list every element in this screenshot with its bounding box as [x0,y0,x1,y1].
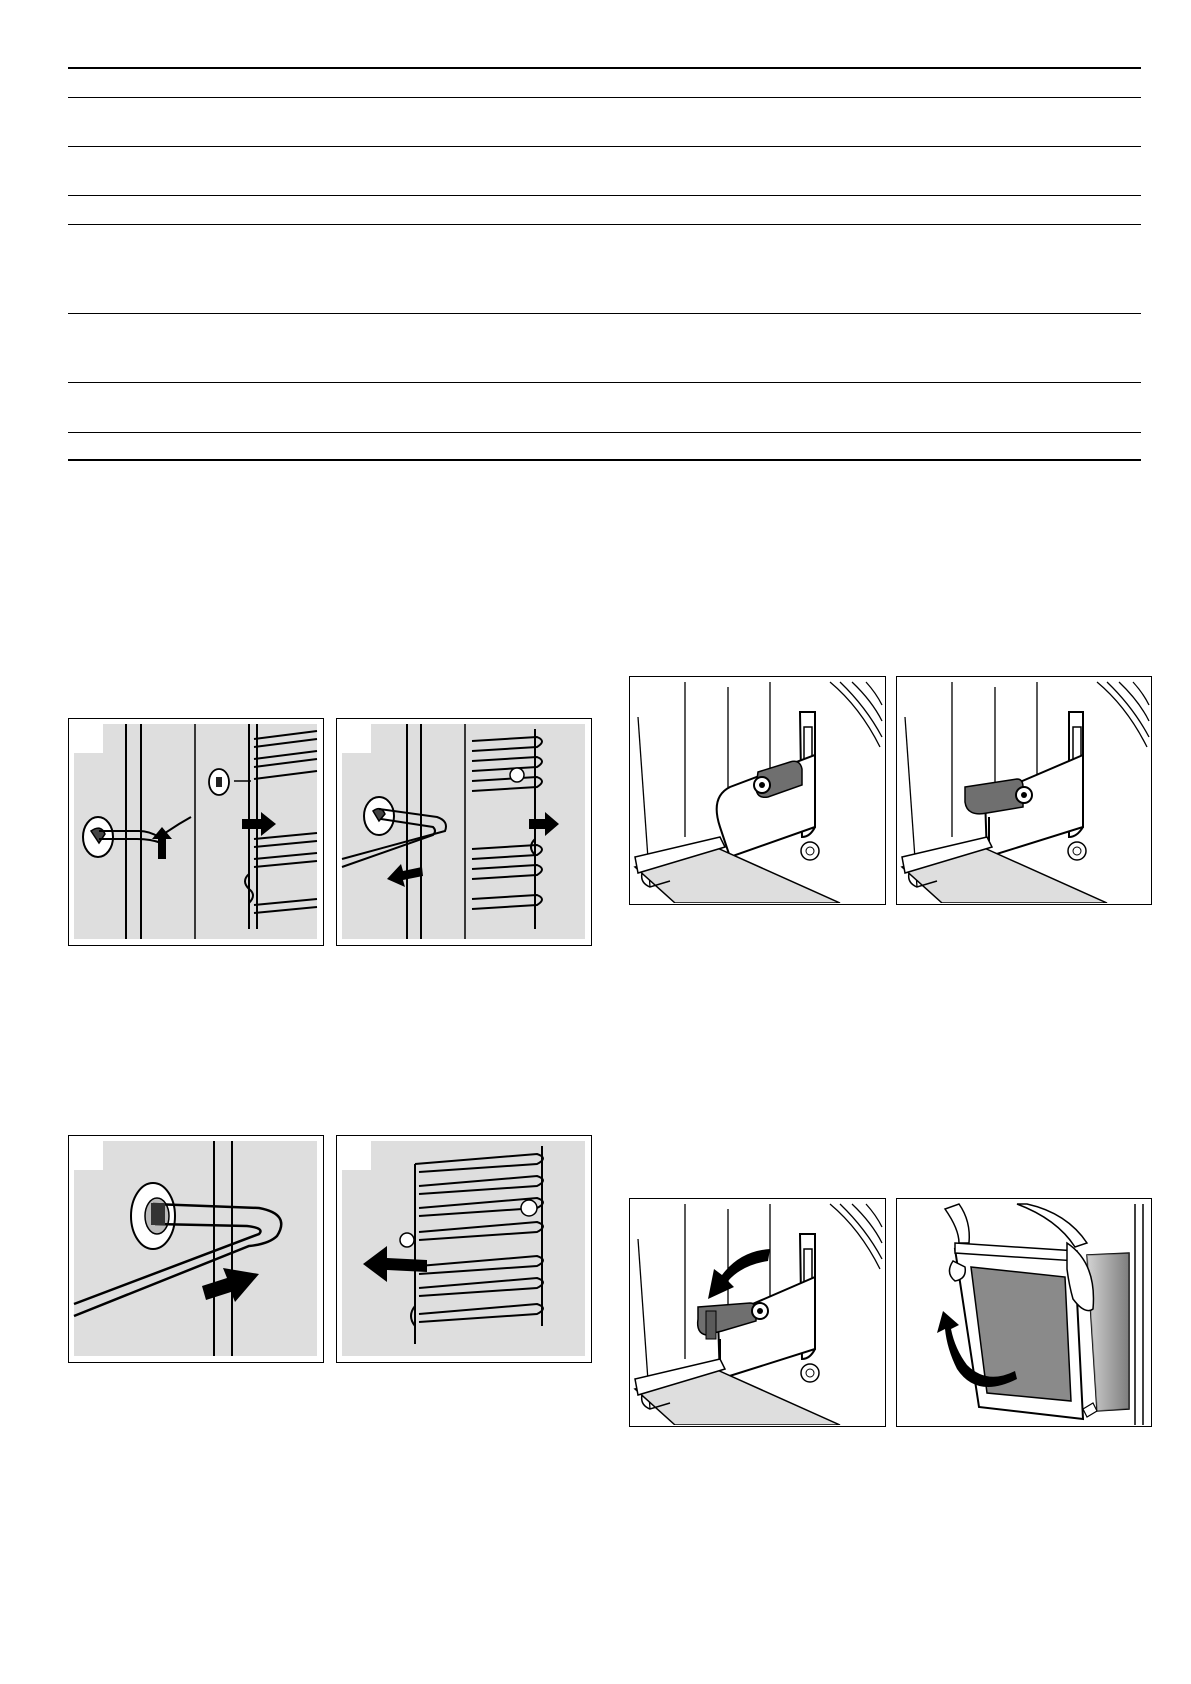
rail-pull-out-icon [337,719,590,944]
table-row-rule [68,146,1141,147]
rail-figure-3 [68,1135,324,1363]
table-bottom-rule [68,459,1141,461]
hinge-lever-fold-icon [630,1199,884,1425]
table-row-rule [68,432,1141,433]
rail-hook-unhook-icon [69,719,322,944]
table-row-rule [68,382,1141,383]
hinge-figure-3 [629,1198,886,1427]
hinge-lever-closed-icon [630,677,884,903]
door-figure-4 [896,1198,1152,1427]
hinge-figure-1 [629,676,886,905]
rail-figure-4 [336,1135,592,1363]
rail-push-in-icon [337,1136,590,1361]
table-row-rule [68,313,1141,314]
table-top-rule [68,67,1141,69]
hinge-lever-open-icon [897,677,1150,903]
rail-figure-2 [336,718,592,946]
rail-insert-icon [69,1136,322,1361]
table-row-rule [68,97,1141,98]
oven-door-remove-icon [897,1199,1150,1425]
rail-figure-1 [68,718,324,946]
hinge-figure-2 [896,676,1152,905]
table-row-rule [68,224,1141,225]
table-row-rule [68,195,1141,196]
